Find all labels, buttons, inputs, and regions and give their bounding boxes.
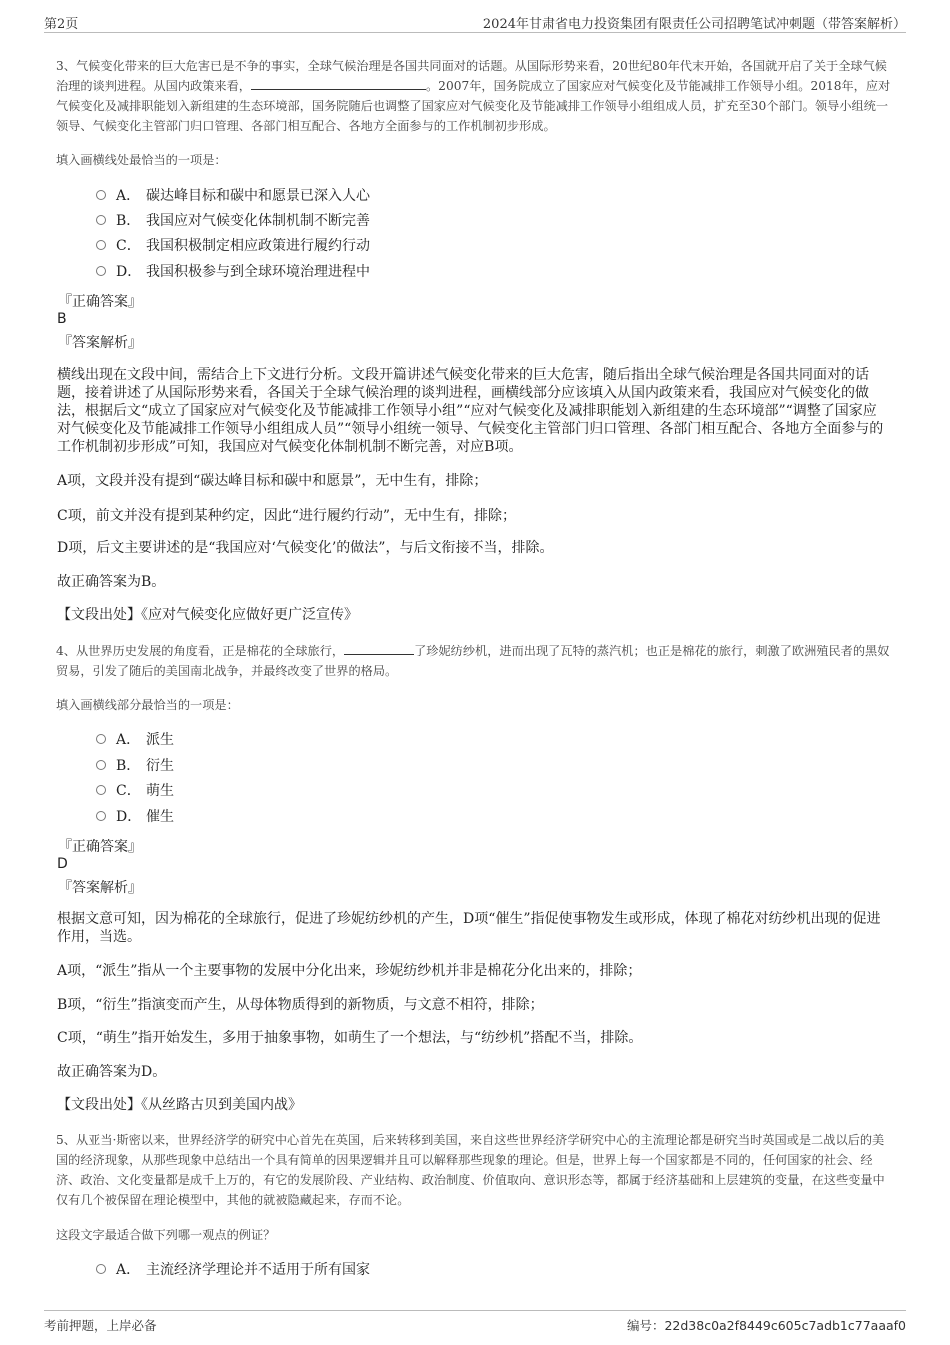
option-a[interactable]: A． 碳达峰目标和碳中和愿景已深入人心 [96, 185, 370, 207]
answer-blank [251, 77, 426, 90]
source-citation: 【文段出处】《应对气候变化应做好更广泛宣传》 [57, 607, 358, 623]
analysis-paragraph: 横线出现在文段中间，需结合上下文进行分析。文段开篇讲述气候变化带来的巨大危害，随后指出全球气候治理是各国共同面对的话题，接着讲述了从国际形势来看，各国关于全球气候治理的谈判进程，画横线部分应该填入从国内政策来看，我国应对气候变化的做法，根据后文“成立了国家应对气候变化及节能减排工作领导小组”“应对气候变化及减排职能划入新组建的生态环境部”“调整了国家应对气候变化及节能减排工作领导小组组成人员”“领导小组统一领导、气候变化主管部门归口管理、各部门相互配合、各地方全面参与的工作机制初步形成”可知，我国应对气候变化体制机制不断完善，对应B项。 [57, 367, 884, 455]
option-d[interactable]: D． 催生 [96, 806, 174, 828]
radio-icon[interactable] [96, 240, 106, 250]
analysis-label: 『答案解析』 [58, 880, 142, 896]
radio-icon[interactable] [96, 811, 106, 821]
question-3-text: 3、气候变化带来的巨大危害已是不争的事实，全球气候治理是各国共同面对的话题。从国际形势来看，20世纪80年代末开始，各国就开启了关于全球气候治理的谈判进程。从国内政策来看， 。2007年，国务院成立了国家应对气候变化及节能减排工作领导小组。2018年，应对气候变化及减排职能划入新组建的生态环境部，国务院随后也调整了国家应对气候变化及节能减排工作领导小组组成人员，扩充至30个部门。领导小组统一领导、气候变化主管部门归口管理、各部门相互配合、各地方全面参与的工作机制初步形成。 [56, 59, 891, 133]
document-id-label: 编号： [626, 1318, 665, 1333]
option-c[interactable]: C． 我国积极制定相应政策进行履约行动 [96, 235, 370, 257]
correct-answer-label: 『正确答案』 [58, 294, 142, 310]
radio-icon[interactable] [96, 1264, 106, 1274]
option-a[interactable]: A． 派生 [96, 729, 174, 751]
radio-icon[interactable] [96, 760, 106, 770]
option-d[interactable]: D． 我国积极参与到全球环境治理进程中 [96, 261, 370, 283]
footer-slogan: 考前押题，上岸必备 [44, 1318, 157, 1333]
radio-icon[interactable] [96, 734, 106, 744]
analysis-paragraph: C项，“萌生”指开始发生，多用于抽象事物，如萌生了一个想法，与“纺纱机”搭配不当，排除。 [57, 1030, 643, 1046]
radio-icon[interactable] [96, 190, 106, 200]
page-number: 第2页 [44, 17, 79, 32]
radio-icon[interactable] [96, 215, 106, 225]
radio-icon[interactable] [96, 266, 106, 276]
source-citation: 【文段出处】《从丝路古贝到美国内战》 [57, 1097, 302, 1113]
analysis-label: 『答案解析』 [58, 335, 142, 351]
analysis-paragraph: 故正确答案为B。 [57, 574, 166, 590]
answer-blank [344, 642, 414, 655]
option-a[interactable]: A． 主流经济学理论并不适用于所有国家 [96, 1259, 370, 1281]
analysis-paragraph: B项，“衍生”指演变而产生，从母体物质得到的新物质，与文意不相符，排除； [57, 997, 544, 1013]
correct-answer: D [57, 856, 68, 872]
analysis-paragraph: C项，前文并没有提到某种约定，因此“进行履约行动”，无中生有，排除； [57, 508, 517, 524]
analysis-paragraph: A项，“派生”指从一个主要事物的发展中分化出来，珍妮纺纱机并非是棉花分化出来的，排除； [57, 963, 642, 979]
document-id-value: 22d38c0a2f8449c605c7adb1c77aaaf0 [664, 1318, 906, 1333]
option-b[interactable]: B． 衍生 [96, 755, 174, 777]
analysis-paragraph: 故正确答案为D。 [57, 1064, 167, 1080]
question-5-text: 5、从亚当·斯密以来，世界经济学的研究中心首先在英国，后来转移到美国，来自这些世界经济学研究中心的主流理论都是研究当时英国或是二战以后的美国的经济现象，从那些现象中总结出一个具有简单的因果逻辑并且可以解释那些现象的理论。但是，世界上每一个国家都是不同的，任何国家的社会、经济、政治、文化变量都是成千上万的，有它的发展阶段、产业结构、政治制度、价值取向、意识形态等，都属于经济基础和上层建筑的变量，在这些变量中仅有几个被保留在理论模型中，其他的就被隐藏起来，存而不论。 [56, 1133, 885, 1207]
correct-answer-label: 『正确答案』 [58, 839, 142, 855]
option-c[interactable]: C． 萌生 [96, 780, 174, 802]
question-4-prompt: 填入画横线部分最恰当的一项是： [56, 698, 239, 712]
analysis-paragraph: A项，文段并没有提到“碳达峰目标和碳中和愿景”，无中生有，排除； [57, 473, 488, 489]
analysis-paragraph: 根据文意可知，因为棉花的全球旅行，促进了珍妮纺纱机的产生，D项“催生”指促使事物发生或形成，体现了棉花对纺纱机出现的促进作用，当选。 [57, 911, 881, 945]
question-5-prompt: 这段文字最适合做下列哪一观点的例证？ [56, 1228, 276, 1242]
option-b[interactable]: B． 我国应对气候变化体制机制不断完善 [96, 210, 370, 232]
page-footer [44, 1310, 906, 1339]
document-title: 2024年甘肃省电力投资集团有限责任公司招聘笔试冲刺题（带答案解析） [482, 17, 906, 32]
radio-icon[interactable] [96, 785, 106, 795]
page-header [44, 10, 906, 33]
question-3-prompt: 填入画横线处最恰当的一项是： [56, 153, 227, 167]
correct-answer: B [57, 311, 67, 327]
analysis-paragraph: D项，后文主要讲述的是“我国应对‘气候变化’的做法”，与后文衔接不当，排除。 [57, 540, 554, 556]
question-4-text: 4、从世界历史发展的角度看，正是棉花的全球旅行， 了珍妮纺纱机，进而出现了瓦特的蒸汽机；也正是棉花的旅行，刺激了欧洲殖民者的黑奴贸易，引发了随后的美国南北战争，并最终改变了世界的格局。 [56, 644, 890, 678]
document-id [627, 1316, 906, 1334]
